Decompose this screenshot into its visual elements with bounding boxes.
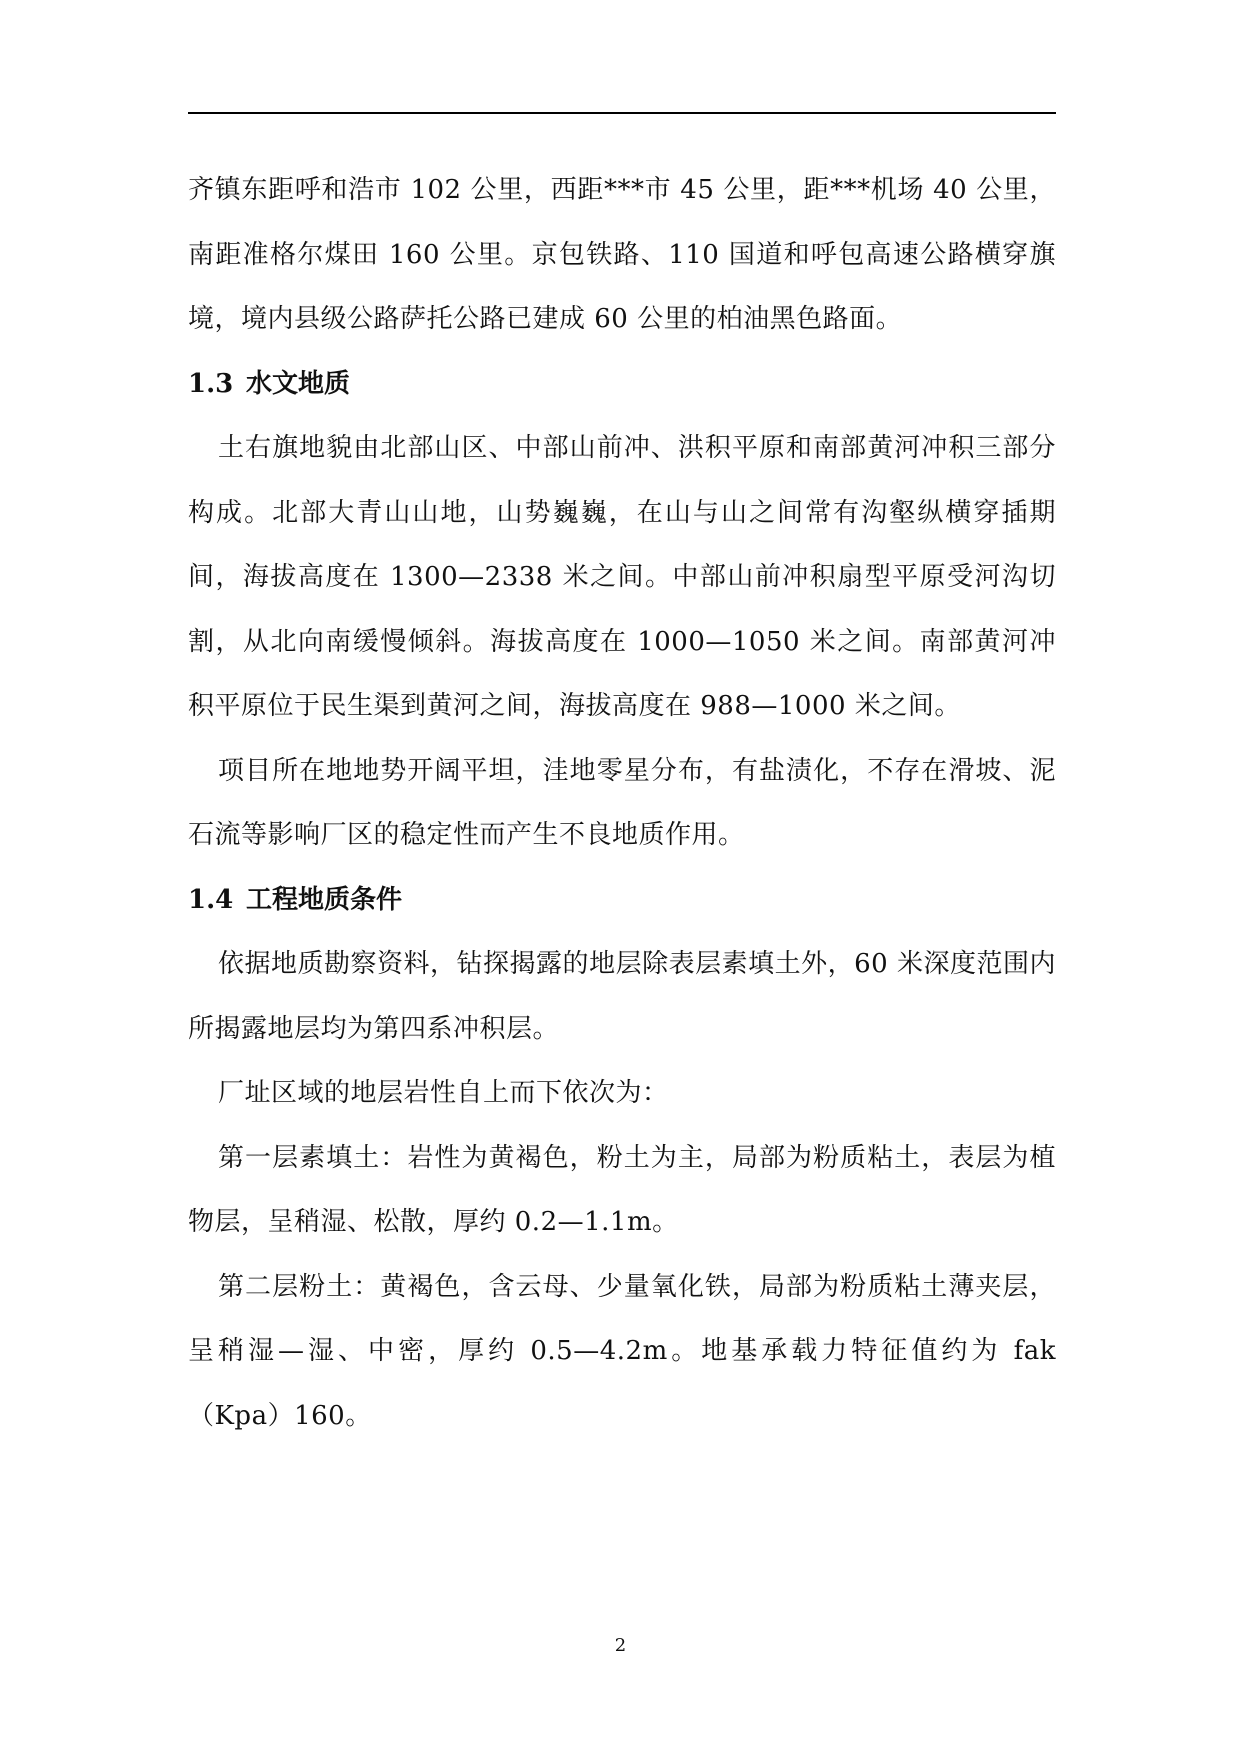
document-body bbox=[188, 158, 1056, 1448]
section-heading-engineering-geology bbox=[188, 868, 1056, 933]
section-title: 水文地质 bbox=[246, 368, 351, 399]
page-number: 2 bbox=[614, 1635, 627, 1656]
paragraph-site-terrain: 项目所在地地势开阔平坦，洼地零星分布，有盐渍化，不存在滑坡、泥石流等影响厂区的稳定性而产生不良地质作用。 bbox=[188, 755, 1056, 850]
section-heading-hydrogeology bbox=[188, 352, 1056, 417]
section-title: 工程地质条件 bbox=[246, 884, 403, 915]
paragraph-layer-2: 第二层粉土：黄褐色，含云母、少量氧化铁，局部为粉质粘土薄夹层，呈稍湿—湿、中密，厚约 0.5—4.2m。地基承载力特征值约为 fak（Kpa）160。 bbox=[188, 1271, 1056, 1431]
header-rule bbox=[188, 112, 1056, 114]
paragraph-landform: 土右旗地貌由北部山区、中部山前冲、洪积平原和南部黄河冲积三部分构成。北部大青山山地，山势巍巍，在山与山之间常有沟壑纵横穿插期间，海拔高度在 1300—2338 米之间。中部山前冲积扇型平原受河沟切割，从北向南缓慢倾斜。海拔高度在 1000—1050 米之间。南部黄河冲积平原位于民生渠到黄河之间，海拔高度在 988—1000 米之间。 bbox=[188, 433, 1056, 721]
section-number: 1.4 bbox=[188, 884, 234, 915]
paragraph-layer-1: 第一层素填土：岩性为黄褐色，粉土为主，局部为粉质粘土，表层为植物层，呈稍湿、松散，厚约 0.2—1.1m。 bbox=[188, 1142, 1056, 1237]
paragraph-survey: 依据地质勘察资料，钻探揭露的地层除表层素填土外，60 米深度范围内所揭露地层均为第四系冲积层。 bbox=[188, 949, 1056, 1044]
paragraph-strata-intro: 厂址区域的地层岩性自上而下依次为： bbox=[218, 1078, 669, 1108]
section-number: 1.3 bbox=[188, 368, 234, 399]
paragraph-location: 齐镇东距呼和浩市 102 公里，西距***市 45 公里，距***机场 40 公里，南距准格尔煤田 160 公里。京包铁路、110 国道和呼包高速公路横穿旗境，境内县级公路萨托公路已建成 60 公里的柏油黑色路面。 bbox=[188, 175, 1056, 334]
